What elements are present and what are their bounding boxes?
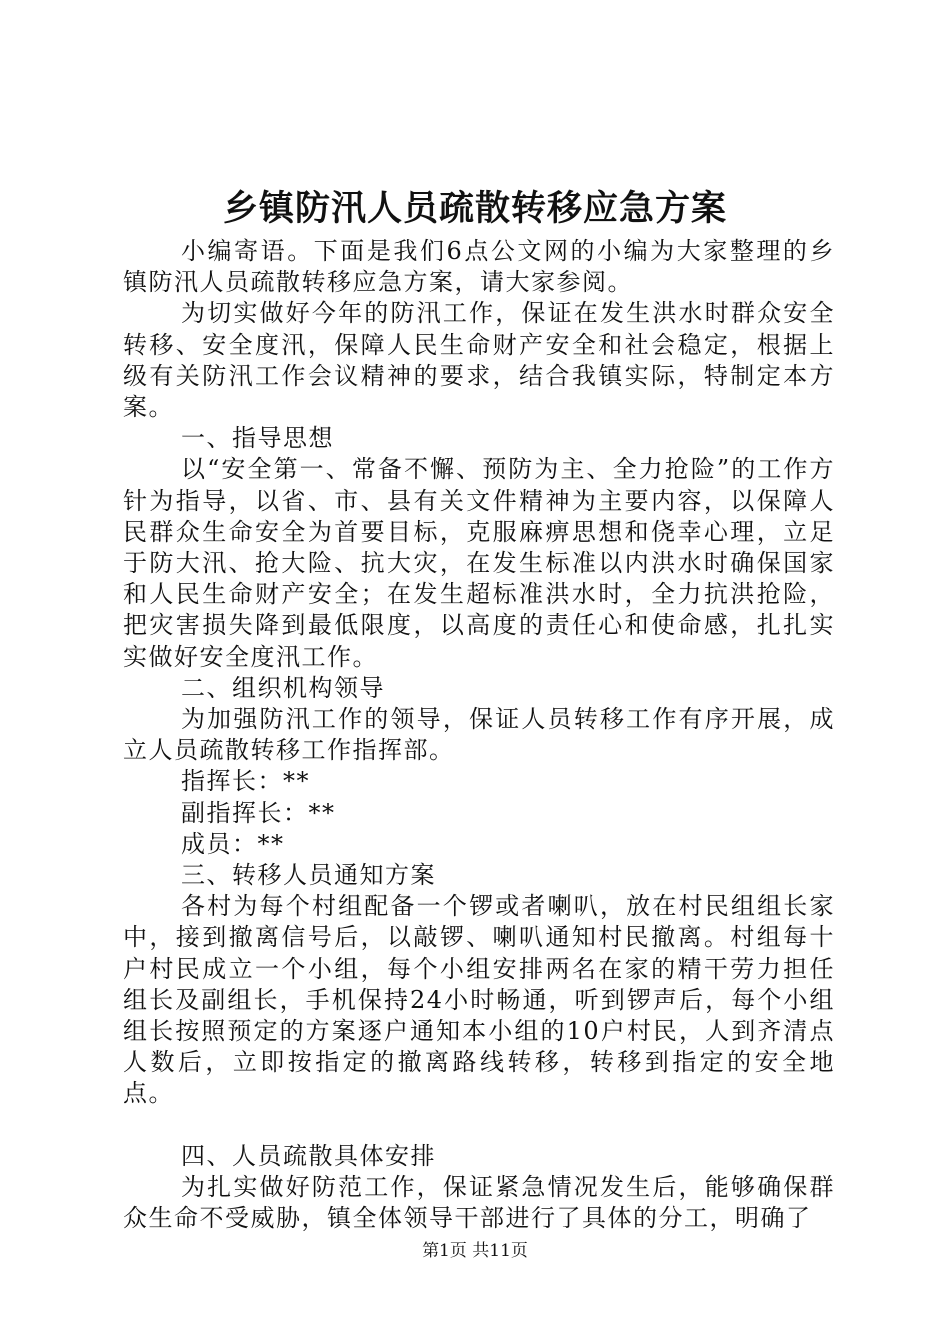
document-title: 乡镇防汛人员疏散转移应急方案 [222,188,727,229]
blank-line [123,1110,835,1141]
section-heading-2: 二、组织机构领导 [181,673,385,702]
paragraph-organization: 为加强防汛工作的领导，保证人员转移工作有序开展，成立人员疏散转移工作指挥部。 [123,705,835,765]
paragraph-guiding-thought: 以“安全第一、常备不懈、预防为主、全力抢险”的工作方针为指导，以省、市、县有关文件精神为主要内容，以保障人民群众生命安全为首要目标，克服麻痹思想和侥幸心理，立足于防大汛、抢大险、抗大灾，在发生标准以内洪水时确保国家和人民生命财产安全；在发生超标准洪水时，全力抗洪抢险，把灾害损失降到最低限度，以高度的责任心和使命感，扎扎实实做好安全度汛工作。 [123,455,835,671]
section-heading-1: 一、指导思想 [181,424,334,453]
members-line: 成员：** [181,829,285,858]
paragraph-intro: 小编寄语。下面是我们6点公文网的小编为大家整理的乡镇防汛人员疏散转移应急方案，请大家参阅。 [123,237,835,297]
paragraph-purpose: 为切实做好今年的防汛工作，保证在发生洪水时群众安全转移、安全度汛，保障人民生命财产安全和社会稳定，根据上级有关防汛工作会议精神的要求，结合我镇实际，特制定本方案。 [123,299,835,422]
document-body [123,236,835,1234]
deputy-commander-line: 副指挥长：** [181,798,336,827]
page-number-footer: 第1页 共11页 [422,1241,528,1261]
paragraph-notification-plan: 各村为每个村组配备一个锣或者喇叭，放在村民组组长家中，接到撤离信号后，以敲锣、喇叭通知村民撤离。村组每十户村民成立一个小组，每个小组安排两名在家的精干劳力担任组长及副组长，手机保持24小时畅通，听到锣声后，每个小组组长按照预定的方案逐户通知本小组的10户村民，人到齐清点人数后，立即按指定的撤离路线转移，转移到指定的安全地点。 [123,892,835,1108]
commander-line: 指挥长：** [181,767,310,796]
paragraph-evacuation-arrangement: 为扎实做好防范工作，保证紧急情况发生后，能够确保群众生命不受威胁，镇全体领导干部进行了具体的分工，明确了 [123,1172,835,1233]
section-heading-3: 三、转移人员通知方案 [181,861,436,890]
section-heading-4: 四、人员疏散具体安排 [181,1141,436,1170]
